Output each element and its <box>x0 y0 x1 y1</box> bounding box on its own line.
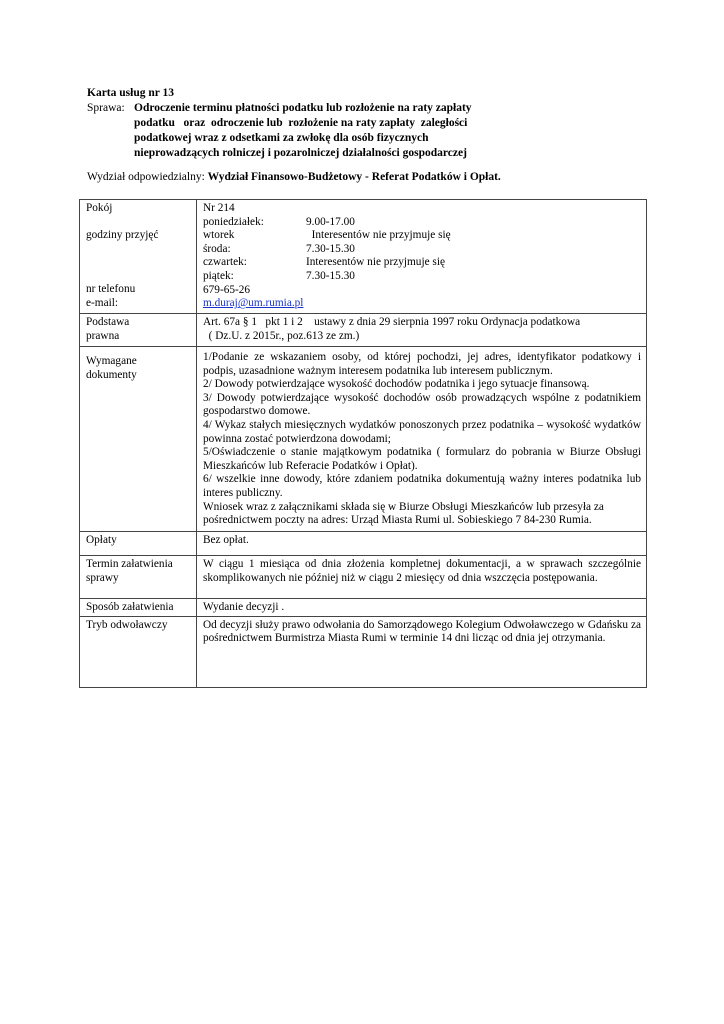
term-label-cell <box>80 556 197 599</box>
hours-day: poniedziałek: <box>203 215 264 228</box>
table-row-appeal <box>80 616 647 687</box>
contact-values-cell <box>197 200 647 314</box>
subject-text <box>134 101 564 161</box>
subject-line: Odroczenie terminu płatności podatku lub rozłożenie na raty zapłaty <box>134 102 472 114</box>
hours-row <box>203 229 641 243</box>
documents-label: Wymagane <box>86 355 137 367</box>
hours-day: środa: <box>203 242 231 255</box>
table-row-contact <box>80 200 647 314</box>
table-row-fees <box>80 532 647 556</box>
documents-value-cell <box>197 347 647 532</box>
term-value: W ciągu 1 miesiąca od dnia złożenia kompletnej dokumentacji, a w sprawach szczególnie skomplikowanych nie później niż w ciągu 2 miesięcy od dnia wszczęcia postępowania. <box>197 556 647 599</box>
card-title: Karta usług nr 13 <box>87 87 175 99</box>
term-label: sprawy <box>86 571 119 584</box>
phone-value: 679-65-26 <box>203 283 251 296</box>
subject-block <box>87 101 564 161</box>
room-label: Pokój <box>86 202 113 214</box>
phone-label: nr telefonu <box>86 283 136 296</box>
hours-day: piątek: <box>203 269 234 282</box>
appeal-value: Od decyzji służy prawo odwołania do Samorządowego Kolegium Odwoławczego w Gdańsku za pośrednictwem Burmistrza Miasta Rumi w terminie 14 dni licząc od dnia jej otrzymania. <box>197 616 647 687</box>
room-value: Nr 214 <box>203 202 235 214</box>
hours-row <box>203 216 641 230</box>
document-item: 3/ Dowody potwierdzające wysokość dochodów osób prowadzących wspólne z podatnikiem gospodarstwo domowe. <box>203 391 641 418</box>
hours-time: Interesentów nie przyjmuje się <box>306 229 451 242</box>
document-item: 6/ wszelkie inne dowody, które zdaniem podatnika dokumentują ważny interes podatnika lub interes publiczny. <box>203 473 641 499</box>
document-item: 2/ Dowody potwierdzające wysokość dochodów podatnika i jego sytuacje finansową. <box>203 378 590 391</box>
hours-time: 7.30-15.30 <box>306 242 355 255</box>
document-item: 1/Podanie ze wskazaniem osoby, od której pochodzi, jej adres, identyfikator podatkowy i podpis, uzasadnione ważnym interesem podatnika lub interesem publicznym. <box>203 351 641 377</box>
document-item: 5/Oświadczenie o stanie majątkowym podatnika ( formularz do pobrania w Biurze Obsługi Mieszkańców lub Referacie Podatków i Opłat). <box>203 446 641 472</box>
hours-row <box>203 243 641 257</box>
hours-time: 9.00-17.00 <box>306 215 355 228</box>
method-label: Sposób załatwienia <box>80 599 197 617</box>
legal-basis-text: ( Dz.U. z 2015r., poz.613 ze zm.) <box>203 329 360 342</box>
email-link[interactable]: m.duraj@um.rumia.pl <box>203 297 304 310</box>
document-item: 4/ Wykaz stałych miesięcznych wydatków ponoszonych przez podatnika – wysokość wydatków powinna zostać potwierdzona dowodami; <box>203 418 641 445</box>
legal-basis-text: Art. 67a § 1 pkt 1 i 2 ustawy z dnia 29 sierpnia 1997 roku Ordynacja podatkowa <box>203 316 581 328</box>
method-value: Wydanie decyzji . <box>197 599 647 617</box>
fees-label: Opłaty <box>80 532 197 556</box>
department-label: Wydział odpowiedzialny: <box>87 171 205 183</box>
term-label: Termin załatwienia <box>86 558 173 570</box>
hours-day: wtorek <box>203 229 235 242</box>
fees-value: Bez opłat. <box>197 532 647 556</box>
hours-time: 7.30-15.30 <box>306 269 355 282</box>
document-item: Wniosek wraz z załącznikami składa się w Biurze Obsługi Mieszkańców lub przesyła za pośrednictwem poczty na adres: Urząd Miasta Rumi ul. Sobieskiego 7 84-230 Rumia. <box>203 500 604 527</box>
department-line <box>87 170 564 185</box>
table-row-legal-basis <box>80 314 647 347</box>
department-value: Wydział Finansowo-Budżetowy - Referat Podatków i Opłat. <box>207 171 501 183</box>
hours-row <box>203 270 641 284</box>
hours-time: Interesentów nie przyjmuje się <box>306 256 445 269</box>
appeal-label: Tryb odwoławczy <box>80 616 197 687</box>
document-header <box>87 86 564 185</box>
table-row-method <box>80 599 647 617</box>
subject-line: podatku oraz odroczenie lub rozłożenie na raty zapłaty zaległości <box>134 117 468 129</box>
contact-labels-cell <box>80 200 197 314</box>
hours-label: godziny przyjęć <box>86 228 159 241</box>
hours-day: czwartek: <box>203 256 247 269</box>
table-row-documents <box>80 347 647 532</box>
documents-label: dokumenty <box>86 368 137 381</box>
legal-basis-label: Podstawa <box>86 316 130 328</box>
table-row-term <box>80 556 647 599</box>
subject-line: podatkowej wraz z odsetkami za zwłokę dla osób fizycznych <box>134 132 429 144</box>
subject-label: Sprawa: <box>87 102 125 114</box>
legal-basis-label: prawna <box>86 329 120 342</box>
legal-basis-label-cell <box>80 314 197 347</box>
service-card-table <box>79 199 647 688</box>
hours-row <box>203 256 641 270</box>
email-label: e-mail: <box>86 296 118 309</box>
subject-line: nieprowadzących rolniczej i pozarolniczej działalności gospodarczej <box>134 147 467 159</box>
documents-label-cell <box>80 347 197 532</box>
legal-basis-value-cell <box>197 314 647 347</box>
